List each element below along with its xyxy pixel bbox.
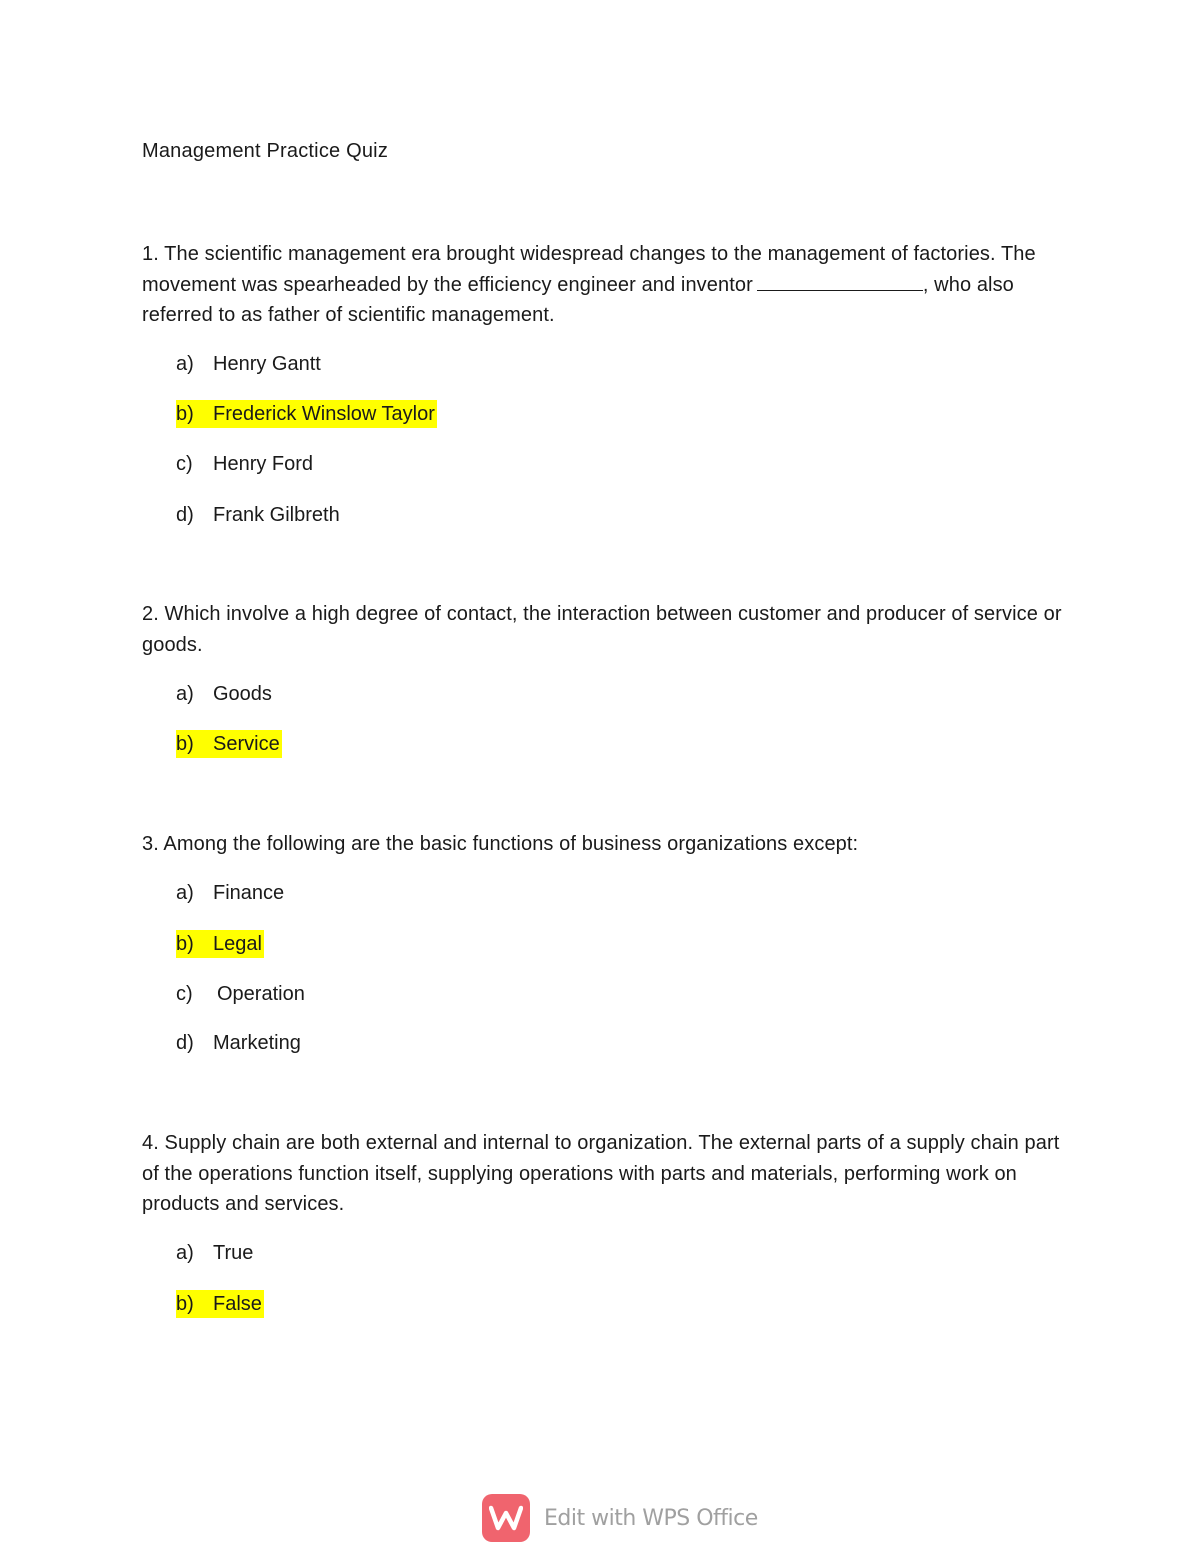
question-1-option-c: c) Henry Ford: [176, 453, 314, 475]
question-3-option-c: c) Operation: [176, 983, 305, 1005]
edit-with-wps-label: Edit with WPS Office: [544, 1505, 758, 1531]
wps-logo-icon: [482, 1494, 530, 1542]
question-2-option-b: b) Service: [176, 730, 282, 758]
question-4-text: 4. Supply chain are both external and internal to organization. The external parts of a supply chain part of the operations function itself, supplying operations with parts and materials, performing work on products and services.: [142, 1132, 1060, 1215]
question-1-option-b: b) Frederick Winslow Taylor: [176, 400, 437, 428]
question-3-text: 3. Among the following are the basic functions of business organizations except:: [142, 833, 859, 855]
question-1-text-after: , who also referred to as father of scientific management.: [142, 273, 1014, 326]
wps-w-glyph: [489, 1505, 523, 1531]
question-1-option-a: a) Henry Gantt: [176, 353, 321, 375]
question-2-text: 2. Which involve a high degree of contact, the interaction between customer and producer of service or goods.: [142, 603, 1062, 656]
question-4-option-a: a) True: [176, 1242, 254, 1264]
question-3-option-d: d) Marketing: [176, 1032, 301, 1054]
question-3-option-a: a) Finance: [176, 882, 285, 904]
answer-blank: [757, 272, 923, 291]
question-3-option-b: b) Legal: [176, 930, 264, 958]
question-1-text-before: 1. The scientific management era brought widespread changes to the management of factories. The movement was spearheaded by the efficiency engineer and inventor: [142, 243, 1036, 296]
question-1-text: [142, 239, 1062, 331]
question-4-option-b: b) False: [176, 1290, 264, 1318]
document-title: Management Practice Quiz: [142, 140, 389, 162]
question-2-option-a: a) Goods: [176, 683, 272, 705]
question-1-option-d: d) Frank Gilbreth: [176, 504, 340, 526]
edit-with-wps-button[interactable]: [482, 1494, 758, 1542]
